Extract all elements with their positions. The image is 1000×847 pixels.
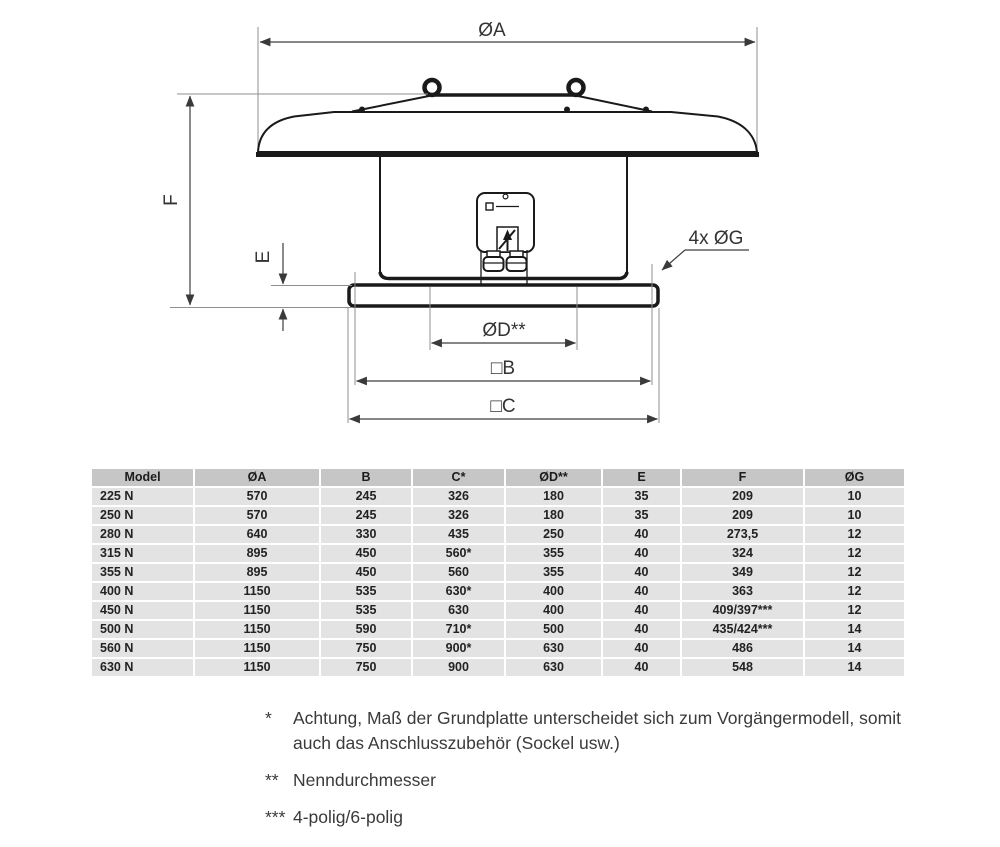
value-cell: 630 bbox=[506, 659, 601, 676]
value-cell: 450 bbox=[321, 545, 411, 562]
value-cell: 35 bbox=[603, 488, 680, 505]
dim-label-e: E bbox=[253, 250, 274, 264]
model-cell: 630 N bbox=[92, 659, 193, 676]
value-cell: 630 bbox=[413, 602, 504, 619]
table-row bbox=[92, 507, 904, 524]
dim-label-holes-g: 4x ØG bbox=[688, 228, 744, 249]
value-cell: 40 bbox=[603, 602, 680, 619]
dim-f bbox=[161, 94, 428, 308]
value-cell: 400 bbox=[506, 583, 601, 600]
dim-label-diameter-d: ØD** bbox=[482, 320, 526, 341]
value-cell: 895 bbox=[195, 564, 319, 581]
value-cell: 349 bbox=[682, 564, 803, 581]
value-cell: 40 bbox=[603, 621, 680, 638]
table-header-row bbox=[92, 469, 904, 486]
value-cell: 435 bbox=[413, 526, 504, 543]
footnote bbox=[265, 805, 945, 830]
value-cell: 326 bbox=[413, 507, 504, 524]
value-cell: 12 bbox=[805, 526, 904, 543]
value-cell: 355 bbox=[506, 545, 601, 562]
value-cell: 1150 bbox=[195, 659, 319, 676]
value-cell: 10 bbox=[805, 488, 904, 505]
column-header: F bbox=[682, 469, 803, 486]
model-cell: 500 N bbox=[92, 621, 193, 638]
value-cell: 330 bbox=[321, 526, 411, 543]
footnote-text: Nenndurchmesser bbox=[293, 770, 436, 790]
value-cell: 40 bbox=[603, 659, 680, 676]
column-header: C* bbox=[413, 469, 504, 486]
fan-hood bbox=[256, 80, 759, 155]
value-cell: 1150 bbox=[195, 583, 319, 600]
model-cell: 560 N bbox=[92, 640, 193, 657]
value-cell: 900* bbox=[413, 640, 504, 657]
callout-holes-g bbox=[662, 228, 749, 270]
column-header: ØA bbox=[195, 469, 319, 486]
dim-e bbox=[253, 243, 352, 331]
bolt-icon bbox=[359, 107, 365, 113]
dim-label-square-b: □B bbox=[490, 358, 516, 379]
table-row bbox=[92, 659, 904, 676]
value-cell: 750 bbox=[321, 640, 411, 657]
value-cell: 12 bbox=[805, 564, 904, 581]
table-row bbox=[92, 526, 904, 543]
value-cell: 40 bbox=[603, 526, 680, 543]
cable-gland-icon bbox=[507, 251, 527, 271]
model-cell: 450 N bbox=[92, 602, 193, 619]
value-cell: 1150 bbox=[195, 640, 319, 657]
table-row bbox=[92, 564, 904, 581]
table-row bbox=[92, 488, 904, 505]
box-screw-icon bbox=[503, 194, 508, 199]
value-cell: 363 bbox=[682, 583, 803, 600]
value-cell: 14 bbox=[805, 659, 904, 676]
footnotes bbox=[265, 706, 945, 842]
value-cell: 570 bbox=[195, 488, 319, 505]
value-cell: 560 bbox=[413, 564, 504, 581]
value-cell: 209 bbox=[682, 488, 803, 505]
value-cell: 1150 bbox=[195, 602, 319, 619]
value-cell: 10 bbox=[805, 507, 904, 524]
column-header: ØD** bbox=[506, 469, 601, 486]
dim-label-diameter-a: ØA bbox=[478, 20, 506, 41]
footnote-text: Achtung, Maß der Grundplatte unterscheidet sich zum Vorgängermodell, somit auch das Anschlusszubehör (Sockel usw.) bbox=[293, 708, 901, 753]
bolt-icon bbox=[564, 107, 570, 113]
table-row bbox=[92, 545, 904, 562]
value-cell: 535 bbox=[321, 583, 411, 600]
table-row bbox=[92, 602, 904, 619]
dim-square-c bbox=[350, 396, 658, 419]
dim-diameter-a bbox=[258, 20, 757, 150]
value-cell: 250 bbox=[506, 526, 601, 543]
dim-label-f: F bbox=[161, 194, 182, 206]
dim-square-b bbox=[357, 358, 651, 381]
model-cell: 250 N bbox=[92, 507, 193, 524]
value-cell: 12 bbox=[805, 545, 904, 562]
footnote bbox=[265, 768, 945, 793]
value-cell: 590 bbox=[321, 621, 411, 638]
value-cell: 180 bbox=[506, 488, 601, 505]
value-cell: 40 bbox=[603, 583, 680, 600]
lifting-eye-icon bbox=[425, 80, 440, 95]
value-cell: 900 bbox=[413, 659, 504, 676]
dimensions-table bbox=[90, 467, 906, 678]
value-cell: 324 bbox=[682, 545, 803, 562]
value-cell: 409/397*** bbox=[682, 602, 803, 619]
value-cell: 630 bbox=[506, 640, 601, 657]
bolt-icon bbox=[643, 107, 649, 113]
column-header: E bbox=[603, 469, 680, 486]
value-cell: 245 bbox=[321, 488, 411, 505]
value-cell: 710* bbox=[413, 621, 504, 638]
value-cell: 326 bbox=[413, 488, 504, 505]
column-header: Model bbox=[92, 469, 193, 486]
value-cell: 750 bbox=[321, 659, 411, 676]
model-cell: 280 N bbox=[92, 526, 193, 543]
value-cell: 180 bbox=[506, 507, 601, 524]
value-cell: 245 bbox=[321, 507, 411, 524]
value-cell: 548 bbox=[682, 659, 803, 676]
value-cell: 14 bbox=[805, 640, 904, 657]
footnote-marker: *** bbox=[265, 807, 286, 827]
column-header: B bbox=[321, 469, 411, 486]
table-row bbox=[92, 621, 904, 638]
model-cell: 225 N bbox=[92, 488, 193, 505]
dim-diameter-d bbox=[432, 320, 576, 343]
value-cell: 535 bbox=[321, 602, 411, 619]
footnote-marker: ** bbox=[265, 770, 279, 790]
value-cell: 40 bbox=[603, 640, 680, 657]
terminal-box bbox=[477, 193, 534, 285]
table-body bbox=[92, 488, 904, 676]
value-cell: 570 bbox=[195, 507, 319, 524]
value-cell: 486 bbox=[682, 640, 803, 657]
value-cell: 560* bbox=[413, 545, 504, 562]
value-cell: 35 bbox=[603, 507, 680, 524]
value-cell: 1150 bbox=[195, 621, 319, 638]
value-cell: 895 bbox=[195, 545, 319, 562]
footnote bbox=[265, 706, 945, 756]
value-cell: 630* bbox=[413, 583, 504, 600]
model-cell: 355 N bbox=[92, 564, 193, 581]
value-cell: 450 bbox=[321, 564, 411, 581]
table-row bbox=[92, 640, 904, 657]
value-cell: 12 bbox=[805, 583, 904, 600]
column-header: ØG bbox=[805, 469, 904, 486]
dimension-table-section bbox=[90, 467, 906, 678]
model-cell: 400 N bbox=[92, 583, 193, 600]
table-row bbox=[92, 583, 904, 600]
model-cell: 315 N bbox=[92, 545, 193, 562]
value-cell: 12 bbox=[805, 602, 904, 619]
label-icon bbox=[486, 203, 493, 210]
value-cell: 640 bbox=[195, 526, 319, 543]
value-cell: 209 bbox=[682, 507, 803, 524]
cable-gland-icon bbox=[484, 251, 504, 271]
value-cell: 500 bbox=[506, 621, 601, 638]
value-cell: 40 bbox=[603, 545, 680, 562]
value-cell: 435/424*** bbox=[682, 621, 803, 638]
lifting-eye-icon bbox=[569, 80, 584, 95]
footnote-text: 4-polig/6-polig bbox=[293, 807, 403, 827]
value-cell: 355 bbox=[506, 564, 601, 581]
dim-label-square-c: □C bbox=[490, 396, 516, 417]
value-cell: 14 bbox=[805, 621, 904, 638]
value-cell: 40 bbox=[603, 564, 680, 581]
value-cell: 400 bbox=[506, 602, 601, 619]
value-cell: 273,5 bbox=[682, 526, 803, 543]
footnote-marker: * bbox=[265, 708, 272, 728]
